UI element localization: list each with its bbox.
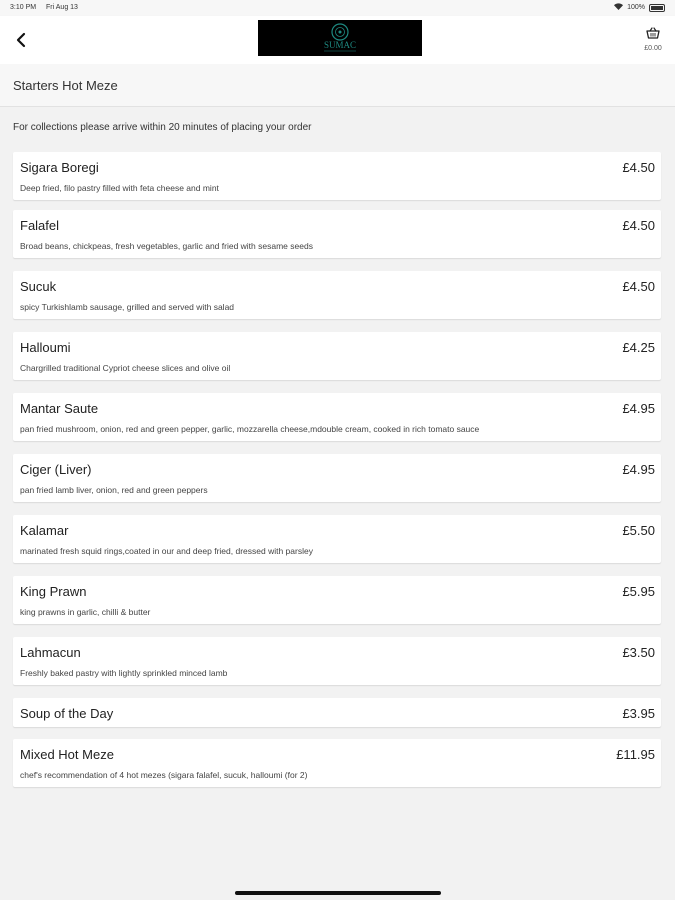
menu-item-falafel[interactable]	[13, 210, 661, 258]
item-name: Soup of the Day	[20, 706, 114, 721]
item-price: £4.95	[622, 462, 655, 477]
nav-bar	[0, 16, 675, 64]
battery-icon	[649, 4, 665, 12]
logo-emblem	[310, 21, 370, 55]
item-price: £3.50	[622, 645, 655, 660]
item-price: £5.95	[622, 584, 655, 599]
status-bar-left	[10, 4, 86, 11]
section-title: Starters Hot Meze	[13, 78, 118, 93]
section-header	[0, 64, 675, 107]
back-button[interactable]	[10, 28, 32, 52]
item-name: Halloumi	[20, 340, 71, 355]
item-description: chef's recommendation of 4 hot mezes (sigara falafel, sucuk, halloumi (for 2)	[20, 770, 308, 780]
menu-item-sucuk[interactable]	[13, 271, 661, 319]
menu-list	[13, 152, 661, 797]
menu-item-kalamar[interactable]	[13, 515, 661, 563]
item-description: marinated fresh squid rings,coated in our and deep fried, dressed with parsley	[20, 546, 313, 556]
menu-item-sigara-boregi[interactable]	[13, 152, 661, 200]
item-name: Sigara Boregi	[20, 160, 99, 175]
item-name: King Prawn	[20, 584, 87, 599]
item-name: Mixed Hot Meze	[20, 747, 114, 762]
chevron-left-icon	[15, 32, 27, 48]
item-price: £5.50	[622, 523, 655, 538]
item-description: king prawns in garlic, chilli & butter	[20, 607, 151, 617]
item-price: £4.25	[622, 340, 655, 355]
item-name: Sucuk	[20, 279, 57, 294]
item-description: Chargrilled traditional Cypriot cheese slices and olive oil	[20, 363, 231, 373]
cart-total: £0.00	[644, 45, 662, 52]
item-price: £4.50	[622, 218, 655, 233]
status-bar	[0, 0, 675, 16]
logo-text: SUMAC	[323, 40, 357, 50]
cart-button[interactable]	[641, 26, 665, 52]
basket-icon	[646, 27, 660, 39]
item-description: pan fried lamb liver, onion, red and green peppers	[20, 485, 208, 495]
status-date: Fri Aug 13	[46, 4, 78, 11]
item-name: Ciger (Liver)	[20, 462, 92, 477]
menu-item-halloumi[interactable]	[13, 332, 661, 380]
item-description: pan fried mushroom, onion, red and green pepper, garlic, mozzarella cheese,mdouble cream, cooked in rich tomato sauce	[20, 424, 480, 434]
item-description: Deep fried, filo pastry filled with feta cheese and mint	[20, 183, 219, 193]
item-price: £4.50	[622, 160, 655, 175]
item-price: £4.50	[622, 279, 655, 294]
battery-percent: 100%	[627, 4, 645, 11]
item-price: £4.95	[622, 401, 655, 416]
restaurant-logo	[258, 20, 422, 56]
collection-notice: For collections please arrive within 20 minutes of placing your order	[13, 122, 312, 133]
wifi-icon	[614, 3, 623, 12]
menu-item-mixed-hot-meze[interactable]	[13, 739, 661, 787]
status-bar-right	[614, 3, 665, 12]
item-description: Freshly baked pastry with lightly sprinkled minced lamb	[20, 668, 228, 678]
item-name: Lahmacun	[20, 645, 81, 660]
item-description: Broad beans, chickpeas, fresh vegetables, garlic and fried with sesame seeds	[20, 241, 313, 251]
menu-item-soup-of-the-day[interactable]	[13, 698, 661, 727]
item-price: £3.95	[622, 706, 655, 721]
item-description: spicy Turkishlamb sausage, grilled and served with salad	[20, 302, 235, 312]
status-time: 3:10 PM	[10, 4, 37, 11]
menu-item-king-prawn[interactable]	[13, 576, 661, 624]
item-name: Falafel	[20, 218, 60, 233]
menu-item-lahmacun[interactable]	[13, 637, 661, 685]
item-name: Mantar Saute	[20, 401, 99, 416]
menu-item-ciger-liver[interactable]	[13, 454, 661, 502]
home-indicator[interactable]	[235, 891, 441, 895]
item-name: Kalamar	[20, 523, 69, 538]
menu-item-mantar-saute[interactable]	[13, 393, 661, 441]
item-price: £11.95	[616, 747, 655, 762]
